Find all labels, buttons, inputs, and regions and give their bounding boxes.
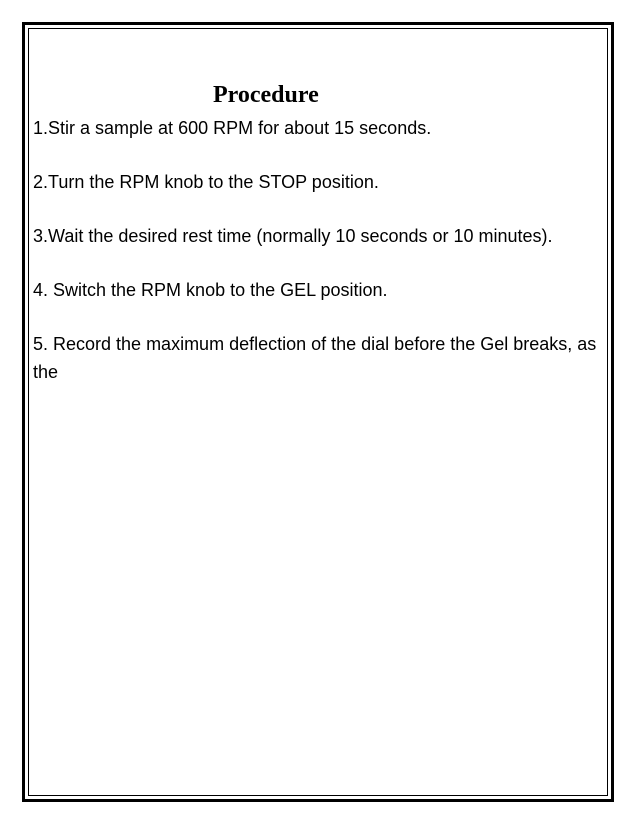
page-content — [33, 80, 603, 412]
procedure-step-5: 5. Record the maximum deflection of the dial before the Gel breaks, as the — [33, 334, 597, 382]
procedure-step-4: 4. Switch the RPM knob to the GEL position. — [33, 280, 388, 300]
procedure-step-2: 2.Turn the RPM knob to the STOP position. — [33, 172, 379, 192]
procedure-step-1: 1.Stir a sample at 600 RPM for about 15 seconds. — [33, 118, 432, 138]
page-title: Procedure — [213, 82, 319, 108]
procedure-step-3: 3.Wait the desired rest time (normally 10 seconds or 10 minutes). — [33, 226, 553, 246]
